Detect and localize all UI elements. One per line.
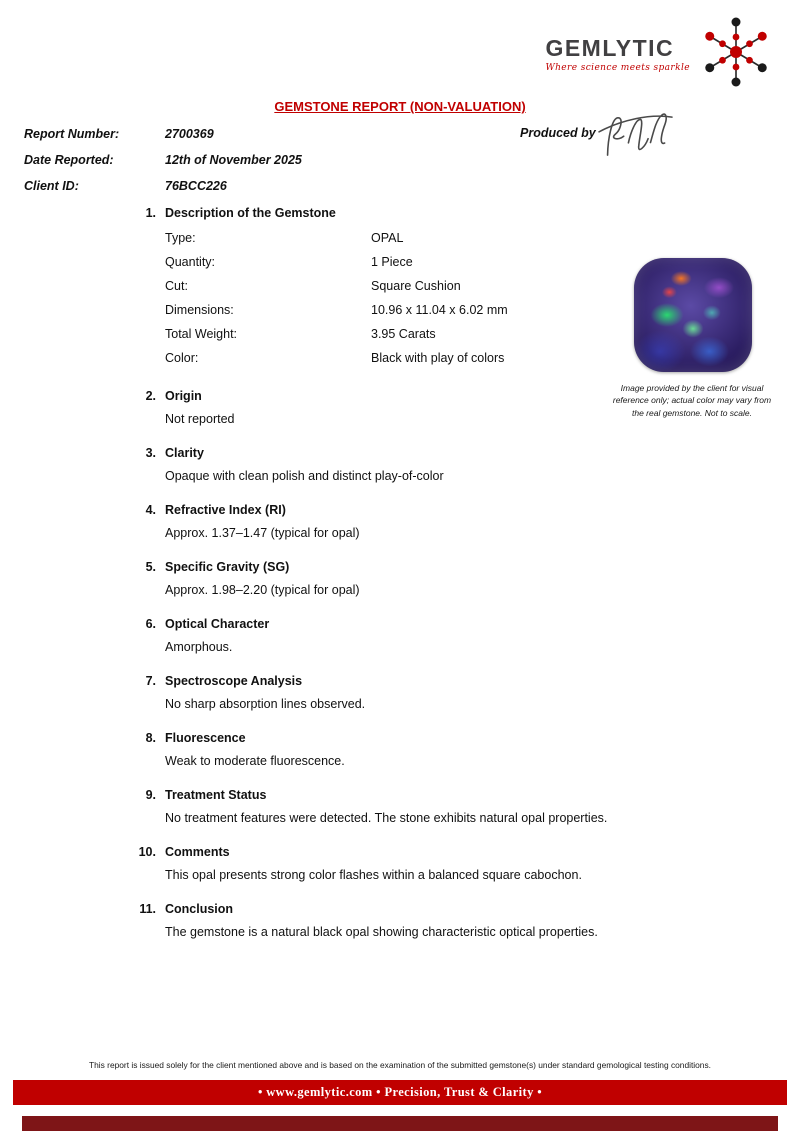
header	[545, 16, 774, 93]
field-value: Square Cushion	[371, 279, 461, 293]
field-row	[165, 346, 688, 370]
section-title: Treatment Status	[165, 788, 267, 802]
section-number: 5.	[145, 560, 156, 574]
section-body: The gemstone is a natural black opal showing characteristic optical properties.	[165, 925, 598, 939]
field-row	[165, 250, 688, 274]
report-section	[128, 446, 688, 484]
meta-row	[24, 147, 302, 173]
meta-label: Report Number:	[24, 127, 120, 141]
meta-label: Client ID:	[24, 179, 79, 193]
section-number: 2.	[145, 389, 156, 403]
field-label: Dimensions:	[165, 303, 234, 317]
field-label: Total Weight:	[165, 327, 238, 341]
section-number: 8.	[145, 731, 156, 745]
section-number: 9.	[145, 788, 156, 802]
section-heading	[128, 902, 688, 917]
section-body: Amorphous.	[165, 640, 233, 654]
section-body: Weak to moderate fluorescence.	[165, 754, 345, 768]
field-row	[165, 274, 688, 298]
section-number: 3.	[145, 446, 156, 460]
meta-value: 2700369	[165, 127, 214, 141]
section-number: 6.	[145, 617, 156, 631]
footer-bar	[13, 1080, 787, 1105]
report-section	[128, 503, 688, 541]
section-body: No sharp absorption lines observed.	[165, 697, 366, 711]
bottom-strip	[22, 1116, 778, 1131]
section-body: No treatment features were detected. The stone exhibits natural opal properties.	[165, 811, 608, 825]
field-value: 10.96 x 11.04 x 6.02 mm	[371, 303, 508, 317]
field-row	[165, 322, 688, 346]
logo-wordmark: GEMLYTIC	[545, 34, 675, 61]
disclaimer-text: This report is issued solely for the client mentioned above and is based on the examination of the submitted gemstone(s) under standard gemological testing conditions.	[89, 1060, 711, 1070]
logo-mark-icon	[698, 16, 774, 93]
section-heading	[128, 845, 688, 860]
section-title: Refractive Index (RI)	[165, 503, 286, 517]
report-section	[128, 674, 688, 712]
field-value: 1 Piece	[371, 255, 413, 269]
meta-value: 76BCC226	[165, 179, 227, 193]
produced-by-label: Produced by	[520, 126, 596, 140]
section-heading	[128, 389, 688, 404]
section-heading	[128, 503, 688, 518]
section-title: Spectroscope Analysis	[165, 674, 303, 688]
report-section	[128, 902, 688, 940]
section-heading	[128, 560, 688, 575]
section-number: 10.	[138, 845, 156, 859]
field-value: 3.95 Carats	[371, 327, 436, 341]
field-row	[165, 298, 688, 322]
report-meta	[24, 121, 302, 199]
sections	[128, 206, 688, 959]
section-heading	[128, 731, 688, 746]
section-title: Clarity	[165, 446, 204, 460]
report-section	[128, 206, 688, 370]
section-title: Origin	[165, 389, 202, 403]
meta-label: Date Reported:	[24, 153, 114, 167]
section-number: 4.	[145, 503, 156, 517]
report-section	[128, 560, 688, 598]
section-body: Not reported	[165, 412, 235, 426]
section-heading	[128, 206, 688, 221]
field-label: Cut:	[165, 279, 188, 293]
meta-row	[24, 121, 302, 147]
description-fields	[165, 226, 688, 370]
section-number: 11.	[139, 902, 156, 916]
report-section	[128, 389, 688, 427]
logo	[545, 34, 690, 73]
meta-row	[24, 173, 302, 199]
field-value: OPAL	[371, 231, 404, 245]
signature	[589, 102, 683, 176]
report-section	[128, 845, 688, 883]
section-title: Comments	[165, 845, 230, 859]
section-body: Approx. 1.37–1.47 (typical for opal)	[165, 526, 360, 540]
section-title: Fluorescence	[165, 731, 246, 745]
section-title: Conclusion	[165, 902, 234, 916]
gemstone-image	[634, 258, 752, 372]
meta-value: 12th of November 2025	[165, 153, 302, 167]
report-section	[128, 788, 688, 826]
field-value: Black with play of colors	[371, 351, 505, 365]
gemstone-image-caption: Image provided by the client for visual reference only; actual color may vary from the real gemstone. Not to scale.	[612, 383, 772, 418]
section-title: Specific Gravity (SG)	[165, 560, 290, 574]
footer-bar-text: • www.gemlytic.com • Precision, Trust & Clarity •	[257, 1085, 543, 1099]
report-title: GEMSTONE REPORT (NON-VALUATION)	[274, 99, 526, 114]
field-label: Quantity:	[165, 255, 216, 269]
logo-tagline: Where science meets sparkle	[545, 62, 690, 73]
report-section	[128, 731, 688, 769]
field-label: Type:	[165, 231, 196, 245]
section-number: 7.	[145, 674, 156, 688]
section-heading	[128, 788, 688, 803]
section-title: Description of the Gemstone	[165, 206, 336, 220]
section-heading	[128, 674, 688, 689]
section-heading	[128, 617, 688, 632]
section-body: Approx. 1.98–2.20 (typical for opal)	[165, 583, 360, 597]
section-title: Optical Character	[165, 617, 270, 631]
section-body: Opaque with clean polish and distinct play-of-color	[165, 469, 444, 483]
section-number: 1.	[145, 206, 156, 220]
section-body: This opal presents strong color flashes within a balanced square cabochon.	[165, 868, 582, 882]
field-label: Color:	[165, 351, 199, 365]
report-section	[128, 617, 688, 655]
field-row	[165, 226, 688, 250]
section-heading	[128, 446, 688, 461]
gemstone-figure	[634, 258, 752, 372]
